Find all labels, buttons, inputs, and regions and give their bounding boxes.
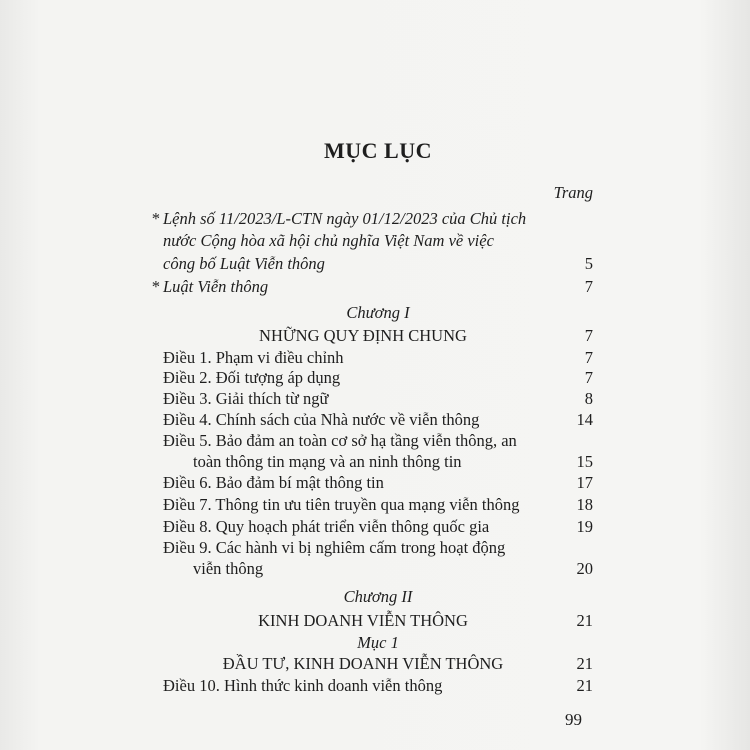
entry-page: 5 (584, 254, 593, 273)
entry-line: Điều 3. Giải thích từ ngữ (163, 389, 329, 408)
entry-line: Điều 9. Các hành vi bị nghiêm cấm trong hoạt động (163, 538, 506, 557)
bullet: * (151, 209, 160, 228)
entry-line: Điều 8. Quy hoạch phát triển viễn thông quốc gia (163, 517, 490, 536)
entry-page: 7 (584, 368, 593, 387)
chapter-title: NHỮNG QUY ĐỊNH CHUNG (259, 326, 467, 345)
entry-page: 21 (576, 676, 593, 695)
entry-page: 15 (576, 452, 593, 471)
entry-line: Điều 10. Hình thức kinh doanh viễn thông (163, 676, 443, 695)
entry-line: Điều 7. Thông tin ưu tiên truyền qua mạng viễn thông (163, 495, 520, 514)
entry-page: 19 (576, 517, 593, 536)
bullet: * (151, 277, 160, 296)
entry-page: 21 (576, 654, 593, 673)
entry-line: viễn thông (193, 559, 264, 578)
section-label: Mục 1 (357, 633, 399, 652)
entry-line: công bố Luật Viễn thông (163, 254, 325, 273)
page-number: 99 (565, 710, 582, 729)
entry-page: 18 (576, 495, 593, 514)
entry-line: toàn thông tin mạng và an ninh thông tin (193, 452, 462, 471)
entry-line: Điều 5. Bảo đảm an toàn cơ sở hạ tầng viễn thông, an (163, 431, 517, 450)
entry-line: Điều 1. Phạm vi điều chỉnh (163, 348, 344, 367)
entry-page: 7 (584, 348, 593, 367)
page-column-header: Trang (553, 183, 593, 202)
bleed-through-text (395, 60, 685, 83)
entry-line: Điều 2. Đối tượng áp dụng (163, 368, 341, 387)
entry-line: Lệnh số 11/2023/L-CTN ngày 01/12/2023 của Chủ tịch (163, 209, 527, 228)
entry-page: 17 (576, 473, 593, 492)
entry-page: 20 (576, 559, 593, 578)
chapter-label: Chương II (343, 587, 413, 606)
entry-line: Điều 4. Chính sách của Nhà nước về viễn thông (163, 410, 480, 429)
entry-page: 14 (576, 410, 593, 429)
entry-page: 8 (584, 389, 593, 408)
entry-page: 7 (584, 326, 593, 345)
entry-line: Luật Viễn thông (163, 277, 269, 296)
chapter-label: Chương I (346, 303, 410, 322)
entry-line: nước Cộng hòa xã hội chủ nghĩa Việt Nam về việc (163, 231, 494, 250)
entry-line: Điều 6. Bảo đảm bí mật thông tin (163, 473, 384, 492)
page-title: MỤC LỤC (324, 138, 432, 163)
entry-page: 21 (576, 611, 593, 630)
section-title: ĐẦU TƯ, KINH DOANH VIỄN THÔNG (222, 654, 504, 673)
entry-page: 7 (584, 277, 593, 296)
chapter-title: KINH DOANH VIỄN THÔNG (258, 611, 468, 630)
